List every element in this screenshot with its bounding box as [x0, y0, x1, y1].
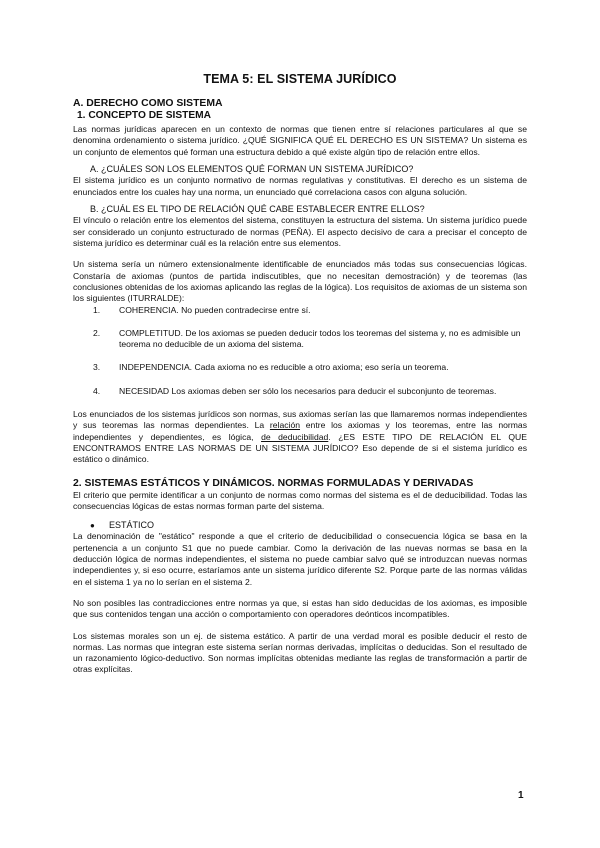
requirement-item [73, 386, 527, 397]
answer-b-paragraph: El vínculo o relación entre los elementos del sistema, constituyen la estructura del sistema. Un sistema jurídico puede ser considerado un conjunto estructurado de normas (PEÑA). El aspecto decisivo de cara a precisar el concepto de sistema jurídico es determinar cuál es la relación entre sus elementos. [73, 215, 527, 249]
bullet-item-estatico [73, 520, 527, 531]
requirement-text: NECESIDAD Los axiomas deben ser sólo los necesarios para deducir el subconjunto de teoremas. [119, 385, 497, 396]
bullet-icon: ● [90, 521, 95, 531]
question-a: A. ¿CUÁLES SON LOS ELEMENTOS QUÉ FORMAN UN SISTEMA JURÍDICO? [90, 163, 414, 174]
page-title: TEMA 5: EL SISTEMA JURÍDICO [203, 72, 397, 86]
intro-paragraph: Las normas jurídicas aparecen en un contexto de normas que tienen entre sí relaciones particulares al que se denomina ordenamiento o sistema jurídico. ¿QUÉ SIGNIFICA QUÉ EL DERECHO ES UN SISTEMA? Un sistema es un conjunto de elementos qué forman una estructura debido a qué existe algún tipo de relación entre ellos. [73, 124, 527, 157]
requirement-item [73, 305, 527, 316]
requirement-text: COMPLETITUD. De los axiomas se pueden deducir todos los teoremas del sistema y, no es admisible un teorema no deducible de un axioma del sistema. [119, 327, 521, 350]
section-a-heading: A. DERECHO COMO SISTEMA [73, 98, 223, 109]
requirement-number: 1. [93, 304, 101, 315]
answer-a-paragraph: El sistema jurídico es un conjunto normativo de normas regulativas y constitutivas. El derecho es un sistema de enunciados entre los cuales hay una norma, un enunciado qué correlaciona casos con alguna solución. [73, 175, 527, 197]
requirement-text: COHERENCIA. No pueden contradecirse entre sí. [119, 304, 311, 315]
underlined-term-relacion: relación [269, 420, 301, 431]
norms-relation-paragraph [73, 409, 527, 465]
static-definition-paragraph: La denominación de "estático" responde a que el criterio de deducibilidad o consecuencia lógica se basa en la pertenencia a un conjunto S1 que no puede cambiar. Como la derivación de las nuevas normas se basa en la deducción lógica de normas independientes, el sistema no puede cambiar salvo qué se introduzcan nuevas normas independientes y, si eso ocurre, estaríamos ante un sistema jurídico diferente S2. Porque parte de las normas válidas en el sistema 1 ya no lo serían en el sistema 2. [73, 531, 527, 587]
requirement-number: 4. [93, 385, 101, 396]
bullet-label: ESTÁTICO [109, 520, 155, 531]
requirement-item [73, 328, 527, 351]
paragraph-text: . ¿ES ESTE TIPO DE RELACIÓN EL QUE ENCONTRAMOS ENTRE LAS NORMAS DE UN SISTEMA JURÍDICO? Eso depende de si el sistema jurídico es estático o dinámico. [73, 431, 527, 465]
requirement-number: 3. [93, 362, 101, 373]
moral-systems-paragraph: Los sistemas morales son un ej. de sistema estático. A partir de una verdad moral es posible deducir el resto de normas. Las normas que integran este sistema serían normas derivadas, implícitas o deducidas. Son el resultado de un razonamiento lógico-deductivo. Son normas implícitas obtenidas mediante las reglas de transformación a partir de otras explícitas. [73, 630, 527, 675]
underlined-term-deducibilidad: de deducibilidad [261, 431, 329, 442]
section-2-heading: 2. SISTEMAS ESTÁTICOS Y DINÁMICOS. NORMAS FORMULADAS Y DERIVADAS [73, 477, 474, 489]
system-definition-paragraph: Un sistema sería un número extensionalmente identificable de enunciados más todas sus consecuencias lógicas. Constaría de axiomas (puntos de partida indiscutibles, que no necesitan demostración) y de teoremas (las conclusiones obtenidas de los axiomas aplicando las reglas de la lógica). Los requisitos de axiomas de un sistema son los siguientes (ITURRALDE): [73, 259, 527, 304]
contradictions-paragraph: No son posibles las contradicciones entre normas ya que, si estas han sido deducidas de los axiomas, es imposible que sus contenidos tengan una acción o comportamiento con operadores deónticos incompatibles. [73, 597, 527, 620]
question-b: B. ¿CUÁL ES EL TIPO DE RELACIÓN QUÉ CABE ESTABLECER ENTRE ELLOS? [90, 203, 425, 214]
paragraph-text: Los enunciados de los sistemas jurídicos son normas, sus axiomas serían las que llamaremos normas independientes y sus teoremas las normas dependientes. La [73, 409, 527, 431]
paragraph-text: entre los axiomas y los teoremas, entre las normas independientes y dependientes, es lógica, [73, 420, 527, 442]
requirement-text: INDEPENDENCIA. Cada axioma no es reducible a otro axioma; eso sería un teorema. [119, 362, 449, 373]
requirement-item [73, 362, 527, 373]
concept-heading: 1. CONCEPTO DE SISTEMA [77, 110, 211, 121]
page-number: 1 [518, 790, 524, 801]
document-body [73, 72, 527, 676]
requirement-number: 2. [93, 327, 101, 338]
criterion-paragraph: El criterio que permite identificar a un conjunto de normas como normas del sistema es el de deducibilidad. Todas las consecuencias lógicas de estas normas forman parte del sistema. [73, 489, 527, 511]
